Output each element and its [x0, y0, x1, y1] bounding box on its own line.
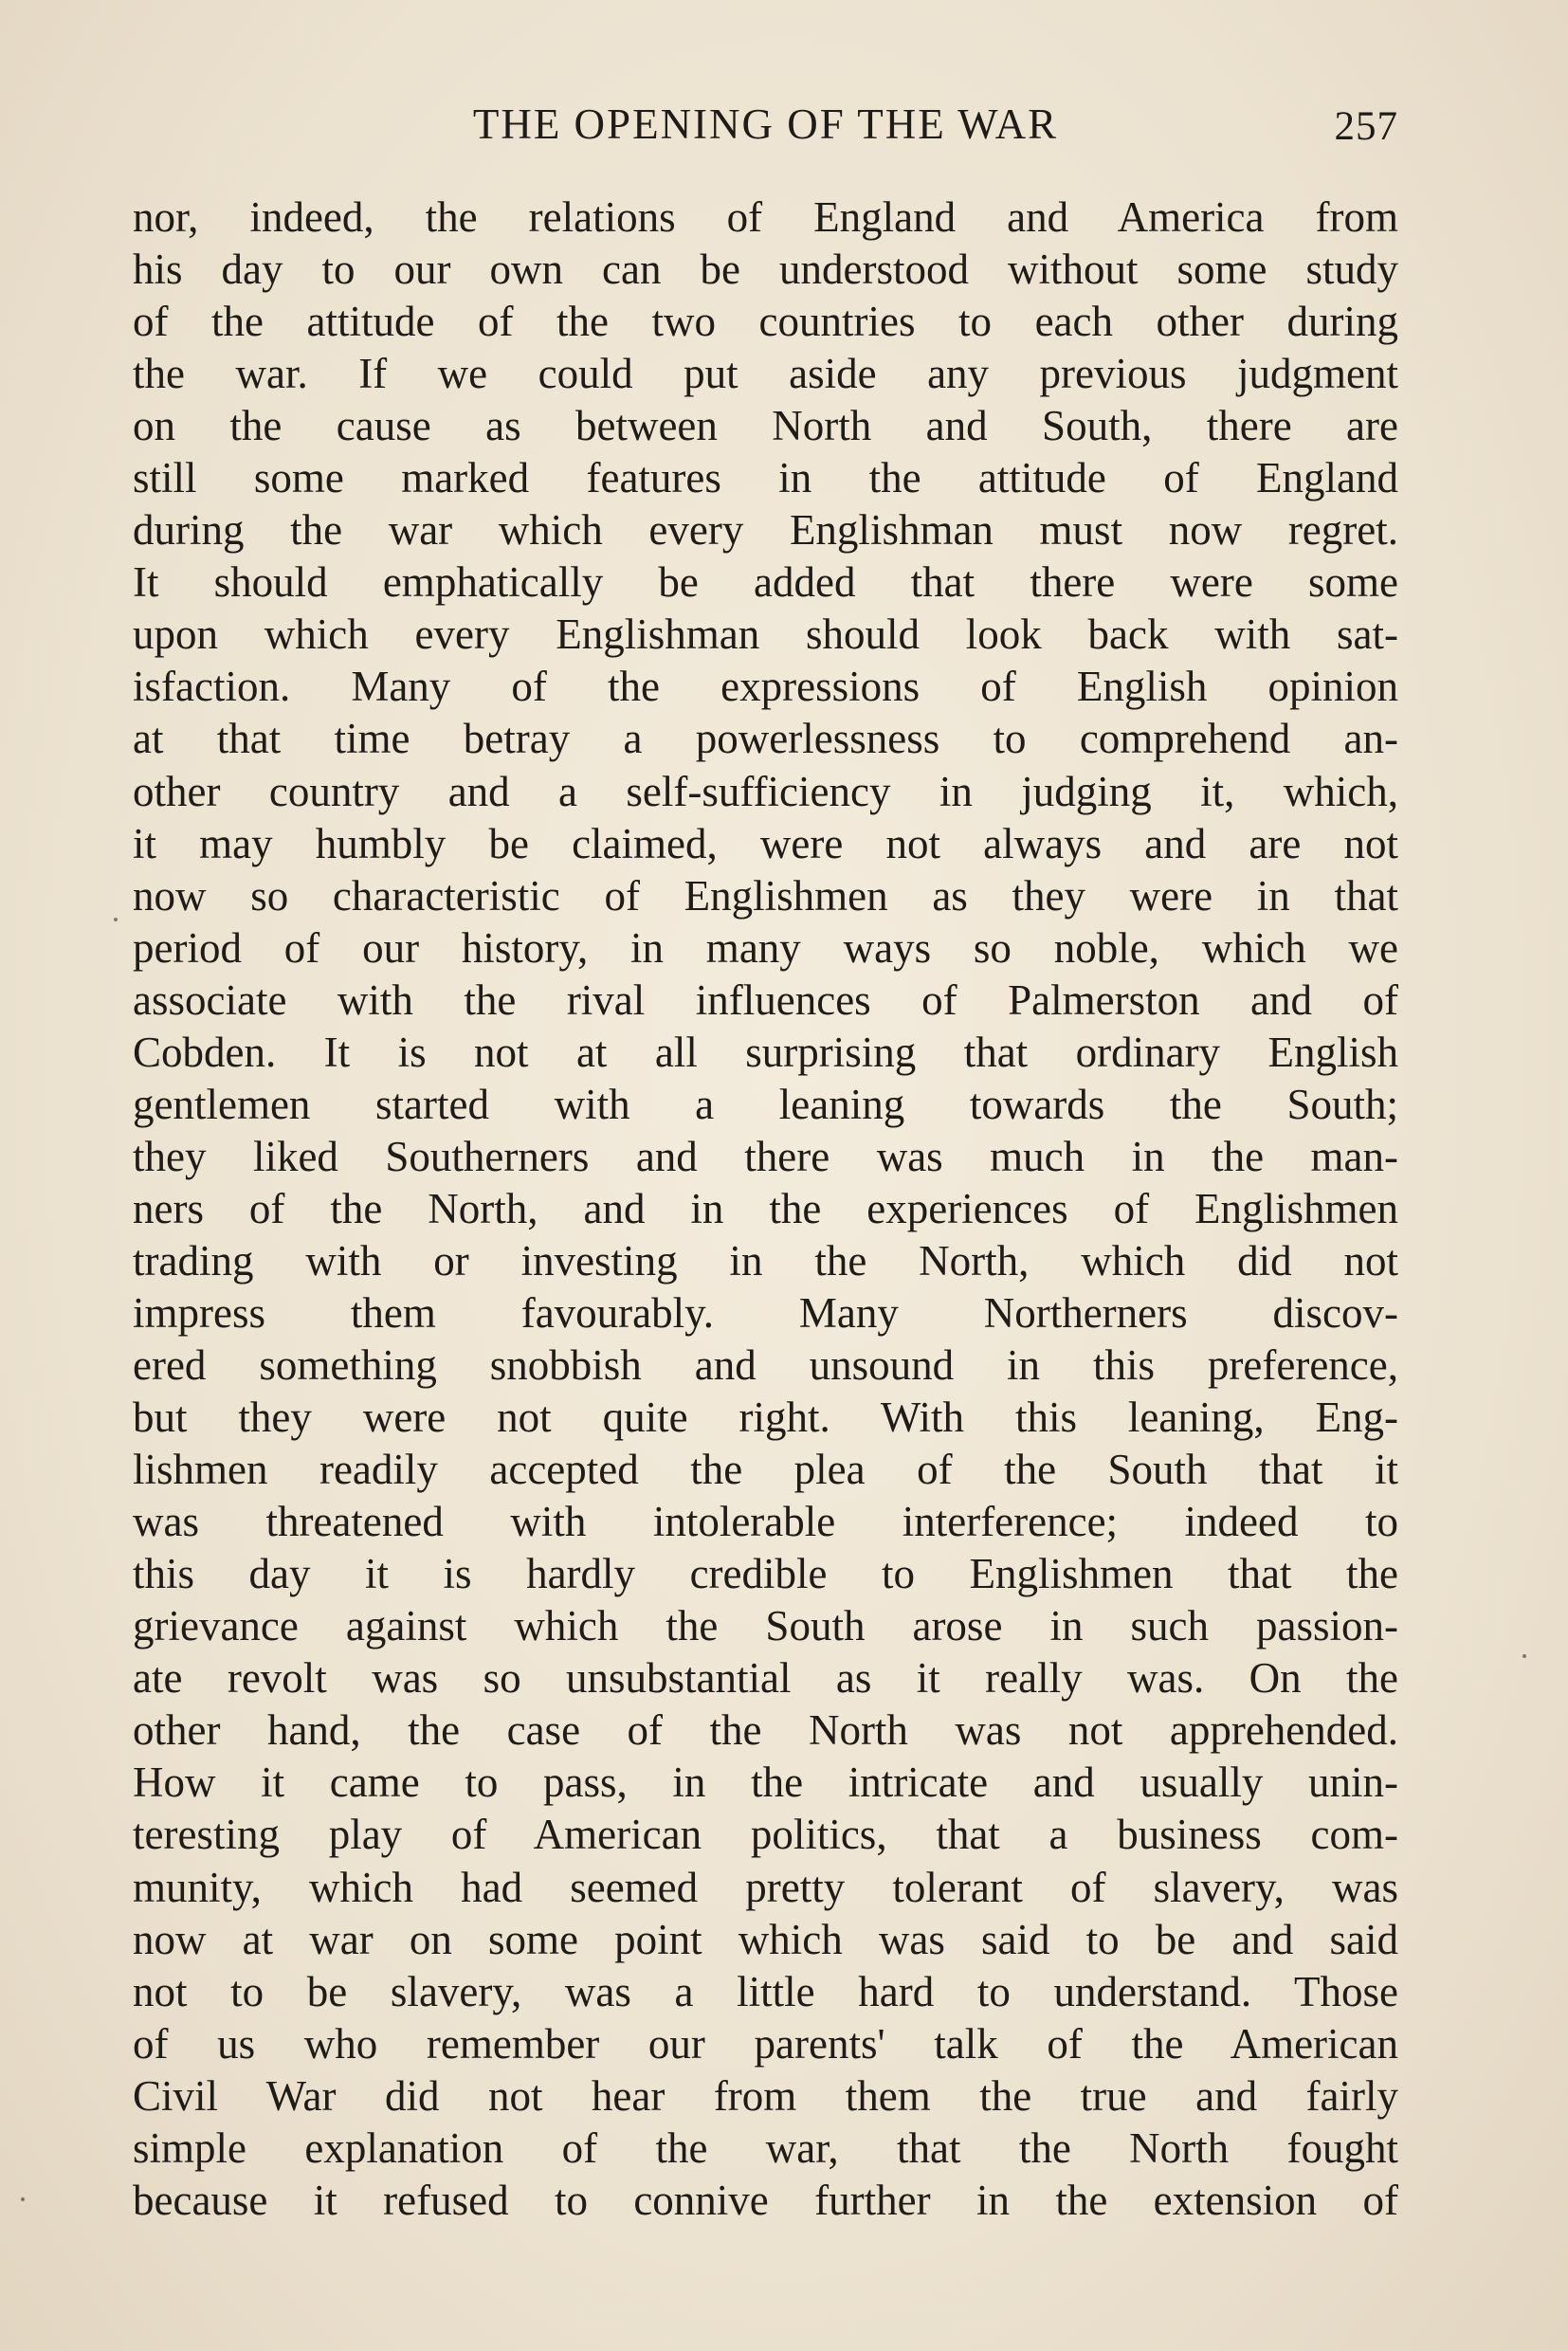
text-line: isfaction. Many of the expressions of English opinion	[133, 663, 1398, 711]
text-line: upon which every Englishman should look back with sat-	[133, 611, 1398, 659]
text-line: the war. If we could put aside any previous judgment	[133, 350, 1398, 398]
text-line: It should emphatically be added that there were some	[133, 558, 1398, 607]
text-line: but they were not quite right. With this leaning, Eng-	[133, 1394, 1398, 1442]
text-line: nor, indeed, the relations of England and America from	[133, 193, 1398, 241]
text-line: grievance against which the South arose in such passion-	[133, 1602, 1398, 1650]
text-line: during the war which every Englishman must now regret.	[133, 506, 1398, 555]
text-line: How it came to pass, in the intricate and usually unin-	[133, 1759, 1398, 1807]
text-line: Civil War did not hear from them the true and fairly	[133, 2071, 1398, 2120]
text-line: because it refused to connive further in the extension of	[133, 2176, 1398, 2224]
text-line: at that time betray a powerlessness to comprehend an-	[133, 715, 1398, 763]
text-line: still some marked features in the attitude of England	[133, 454, 1398, 502]
body-text	[133, 191, 1398, 2227]
text-line: ate revolt was so unsubstantial as it really was. On the	[133, 1654, 1398, 1703]
text-line: was threatened with intolerable interference; indeed to	[133, 1498, 1398, 1546]
text-line: period of our history, in many ways so noble, which we	[133, 923, 1398, 972]
text-line: ered something snobbish and unsound in this preference,	[133, 1341, 1398, 1390]
paper-speck	[21, 2197, 25, 2201]
page-header	[133, 100, 1398, 166]
paper-speck	[114, 918, 118, 921]
text-line: they liked Southerners and there was much in the man-	[133, 1132, 1398, 1180]
text-line: not to be slavery, was a little hard to understand. Those	[133, 1967, 1398, 2015]
text-line: Cobden. It is not at all surprising that ordinary English	[133, 1028, 1398, 1076]
text-line: simple explanation of the war, that the North fought	[133, 2123, 1398, 2172]
text-line: other hand, the case of the North was not apprehended.	[133, 1706, 1398, 1755]
text-line: now so characteristic of Englishmen as they were in that	[133, 871, 1398, 920]
text-line: this day it is hardly credible to Englishmen that the	[133, 1550, 1398, 1598]
text-line: munity, which had seemed pretty tolerant of slavery, was	[133, 1863, 1398, 1911]
text-line: of the attitude of the two countries to each other during	[133, 298, 1398, 346]
text-line: teresting play of American politics, that a business com-	[133, 1811, 1398, 1859]
text-line: gentlemen started with a leaning towards the South;	[133, 1080, 1398, 1128]
text-line: it may humbly be claimed, were not always and are not	[133, 819, 1398, 867]
text-line: trading with or investing in the North, which did not	[133, 1236, 1398, 1285]
paper-speck	[1522, 1654, 1526, 1658]
text-line: his day to our own can be understood without some study	[133, 246, 1398, 294]
text-line: other country and a self-sufficiency in judging it, which,	[133, 767, 1398, 815]
text-line: now at war on some point which was said to be and said	[133, 1915, 1398, 1963]
text-line: impress them favourably. Many Northerners discov-	[133, 1288, 1398, 1337]
page-number: 257	[1334, 104, 1398, 149]
text-line: associate with the rival influences of Palmerston and of	[133, 975, 1398, 1024]
text-line: ners of the North, and in the experiences of Englishmen	[133, 1184, 1398, 1232]
running-head: THE OPENING OF THE WAR	[472, 100, 1059, 148]
text-line: lishmen readily accepted the plea of the South that it	[133, 1446, 1398, 1494]
text-line: of us who remember our parents' talk of the American	[133, 2019, 1398, 2068]
text-line: on the cause as between North and South, there are	[133, 402, 1398, 450]
